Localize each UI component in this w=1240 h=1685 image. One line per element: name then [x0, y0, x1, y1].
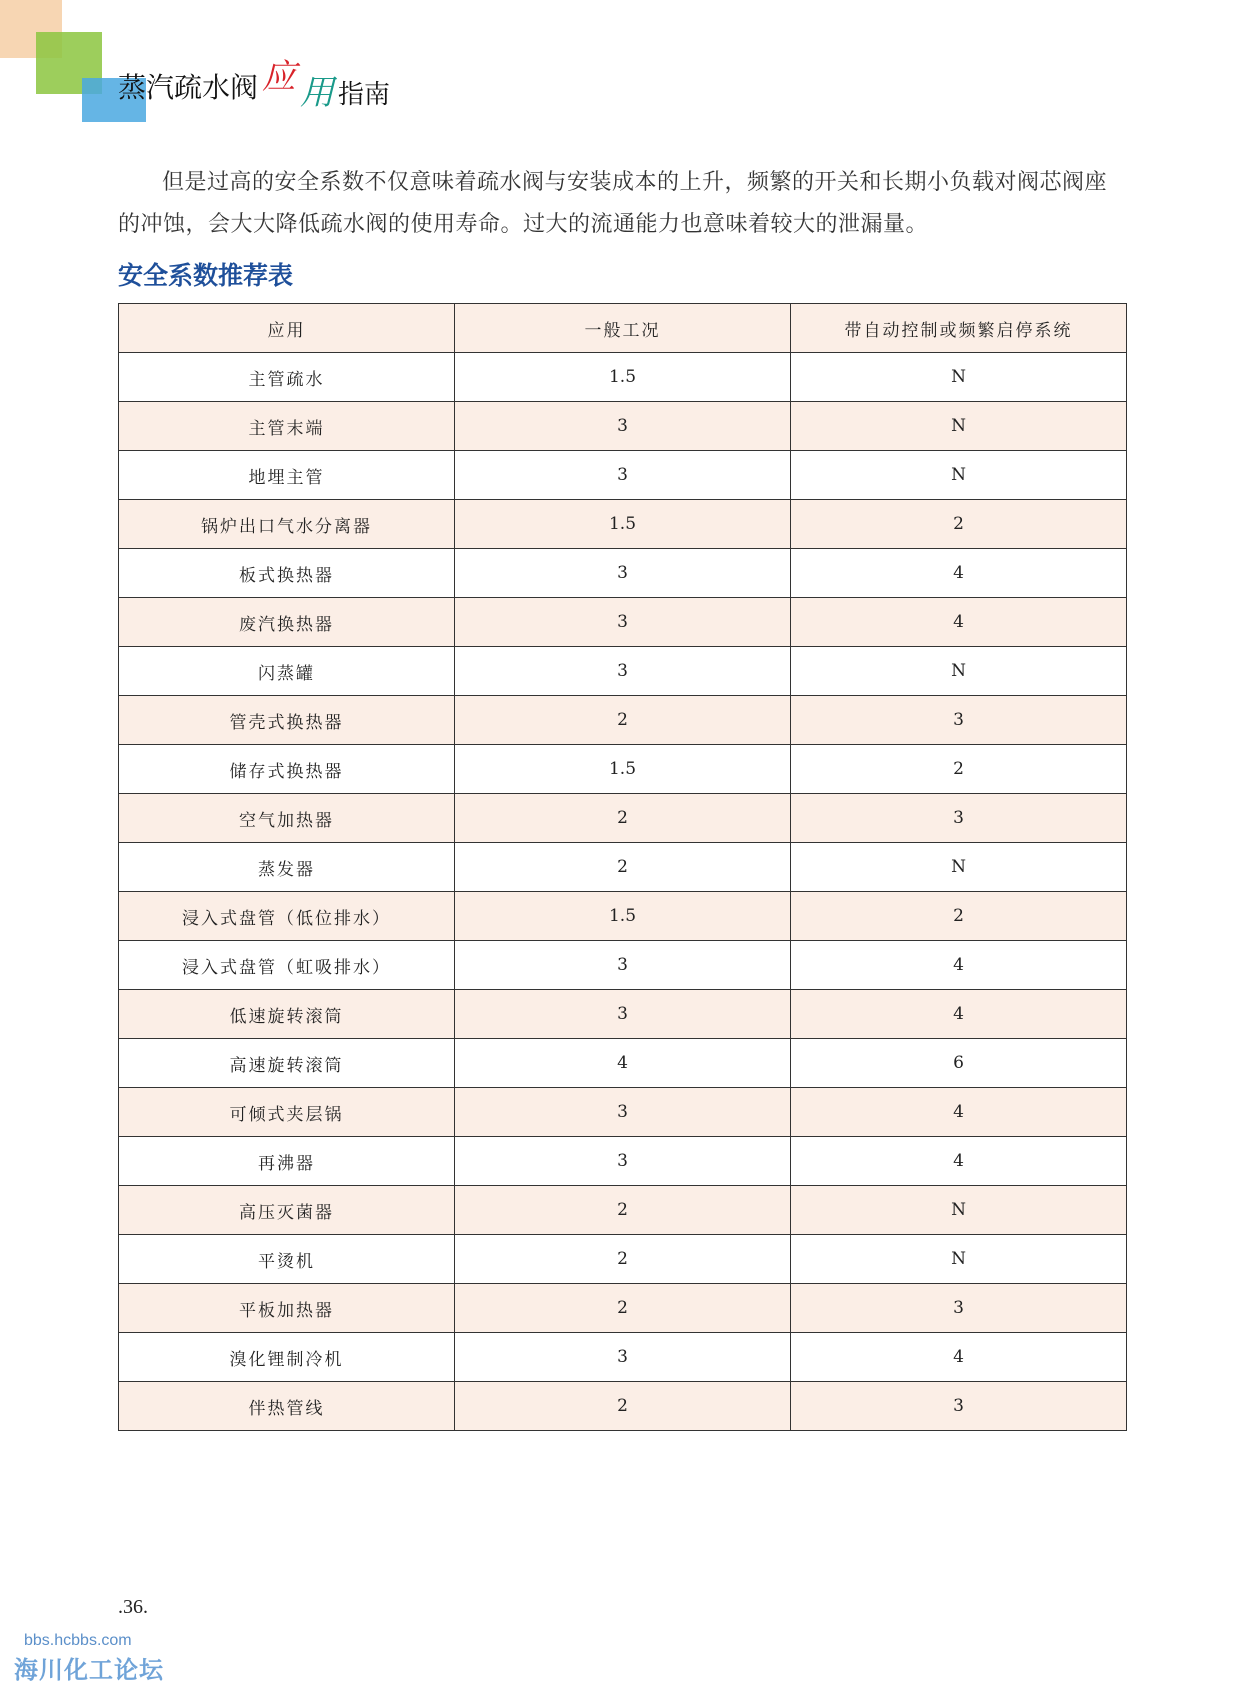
table-cell-application: 板式换热器	[119, 549, 455, 598]
table-row	[119, 892, 1127, 941]
table-cell-normal: 4	[455, 1039, 791, 1088]
table-row	[119, 1039, 1127, 1088]
table-cell-application: 主管末端	[119, 402, 455, 451]
table-cell-normal: 3	[455, 990, 791, 1039]
table-cell-auto-control: 4	[791, 1333, 1127, 1382]
table-cell-auto-control: N	[791, 451, 1127, 500]
table-cell-normal: 3	[455, 402, 791, 451]
table-cell-application: 主管疏水	[119, 353, 455, 402]
table-cell-application: 管壳式换热器	[119, 696, 455, 745]
table-cell-normal: 2	[455, 1382, 791, 1431]
table-cell-auto-control: N	[791, 353, 1127, 402]
table-cell-auto-control: 6	[791, 1039, 1127, 1088]
table-cell-auto-control: N	[791, 647, 1127, 696]
table-cell-normal: 2	[455, 1235, 791, 1284]
table-cell-normal: 3	[455, 1333, 791, 1382]
table-cell-application: 闪蒸罐	[119, 647, 455, 696]
page-header	[118, 52, 390, 112]
table-cell-normal: 3	[455, 451, 791, 500]
table-cell-normal: 2	[455, 1186, 791, 1235]
table-cell-application: 储存式换热器	[119, 745, 455, 794]
table-cell-application: 低速旋转滚筒	[119, 990, 455, 1039]
table-cell-normal: 2	[455, 843, 791, 892]
table-cell-normal: 2	[455, 794, 791, 843]
table-row	[119, 1382, 1127, 1431]
table-cell-normal: 3	[455, 598, 791, 647]
page-number: .36.	[118, 1596, 148, 1618]
table-cell-auto-control: 4	[791, 941, 1127, 990]
watermark-name: 海川化工论坛	[14, 1656, 164, 1684]
table-cell-application: 地埋主管	[119, 451, 455, 500]
watermark-url: bbs.hcbbs.com	[24, 1632, 132, 1649]
table-row	[119, 1333, 1127, 1382]
table-cell-application: 废汽换热器	[119, 598, 455, 647]
table-cell-application: 伴热管线	[119, 1382, 455, 1431]
header-title-suffix: 指南	[338, 80, 391, 110]
table-cell-auto-control: 2	[791, 500, 1127, 549]
table-cell-auto-control: 4	[791, 549, 1127, 598]
table-header-row	[119, 304, 1127, 353]
table-row	[119, 1088, 1127, 1137]
table-row	[119, 794, 1127, 843]
table-cell-application: 高速旋转滚筒	[119, 1039, 455, 1088]
table-row	[119, 549, 1127, 598]
table-row	[119, 1186, 1127, 1235]
table-cell-application: 空气加热器	[119, 794, 455, 843]
table-row	[119, 1235, 1127, 1284]
table-cell-auto-control: N	[791, 843, 1127, 892]
table-body	[119, 353, 1127, 1431]
table-cell-auto-control: 4	[791, 990, 1127, 1039]
table-row	[119, 941, 1127, 990]
table-row	[119, 696, 1127, 745]
table-cell-normal: 1.5	[455, 353, 791, 402]
table-row	[119, 745, 1127, 794]
table-cell-auto-control: 2	[791, 745, 1127, 794]
table-row	[119, 990, 1127, 1039]
table-cell-auto-control: 3	[791, 1284, 1127, 1333]
table-row	[119, 1137, 1127, 1186]
table-cell-normal: 1.5	[455, 745, 791, 794]
table-row	[119, 843, 1127, 892]
table-row	[119, 500, 1127, 549]
header-title-script-1: 应	[262, 57, 297, 97]
header-title-main: 蒸汽疏水阀	[118, 71, 259, 104]
table-cell-normal: 1.5	[455, 500, 791, 549]
header-title-script-2: 用	[300, 73, 335, 113]
safety-factor-table	[118, 303, 1127, 1431]
table-cell-auto-control: N	[791, 402, 1127, 451]
table-cell-auto-control: N	[791, 1235, 1127, 1284]
table-cell-application: 锅炉出口气水分离器	[119, 500, 455, 549]
table-cell-normal: 3	[455, 1088, 791, 1137]
table-cell-auto-control: 3	[791, 794, 1127, 843]
table-cell-application: 平烫机	[119, 1235, 455, 1284]
table-row	[119, 402, 1127, 451]
table-cell-auto-control: 4	[791, 1088, 1127, 1137]
intro-paragraph: 但是过高的安全系数不仅意味着疏水阀与安装成本的上升，频繁的开关和长期小负载对阀芯阀座的冲蚀，会大大降低疏水阀的使用寿命。过大的流通能力也意味着较大的泄漏量。	[118, 170, 1108, 237]
table-cell-normal: 3	[455, 647, 791, 696]
table-cell-application: 浸入式盘管（虹吸排水）	[119, 941, 455, 990]
table-cell-auto-control: 2	[791, 892, 1127, 941]
table-cell-normal: 3	[455, 549, 791, 598]
table-cell-auto-control: 4	[791, 1137, 1127, 1186]
table-header-cell: 应用	[119, 304, 455, 353]
table-row	[119, 1284, 1127, 1333]
table-header-cell: 一般工况	[455, 304, 791, 353]
table-row	[119, 598, 1127, 647]
table-cell-normal: 2	[455, 696, 791, 745]
table-row	[119, 451, 1127, 500]
table-row	[119, 647, 1127, 696]
table-cell-auto-control: 4	[791, 598, 1127, 647]
table-cell-application: 溴化锂制冷机	[119, 1333, 455, 1382]
table-cell-application: 可倾式夹层锅	[119, 1088, 455, 1137]
table-cell-application: 再沸器	[119, 1137, 455, 1186]
table-cell-normal: 3	[455, 941, 791, 990]
table-cell-normal: 3	[455, 1137, 791, 1186]
table-cell-application: 高压灭菌器	[119, 1186, 455, 1235]
table-cell-normal: 1.5	[455, 892, 791, 941]
table-cell-application: 平板加热器	[119, 1284, 455, 1333]
table-cell-auto-control: 3	[791, 1382, 1127, 1431]
table-cell-normal: 2	[455, 1284, 791, 1333]
table-cell-application: 蒸发器	[119, 843, 455, 892]
table-cell-auto-control: N	[791, 1186, 1127, 1235]
table-cell-auto-control: 3	[791, 696, 1127, 745]
table-cell-application: 浸入式盘管（低位排水）	[119, 892, 455, 941]
table-header-cell: 带自动控制或频繁启停系统	[791, 304, 1127, 353]
table-row	[119, 353, 1127, 402]
section-title: 安全系数推荐表	[118, 261, 294, 290]
